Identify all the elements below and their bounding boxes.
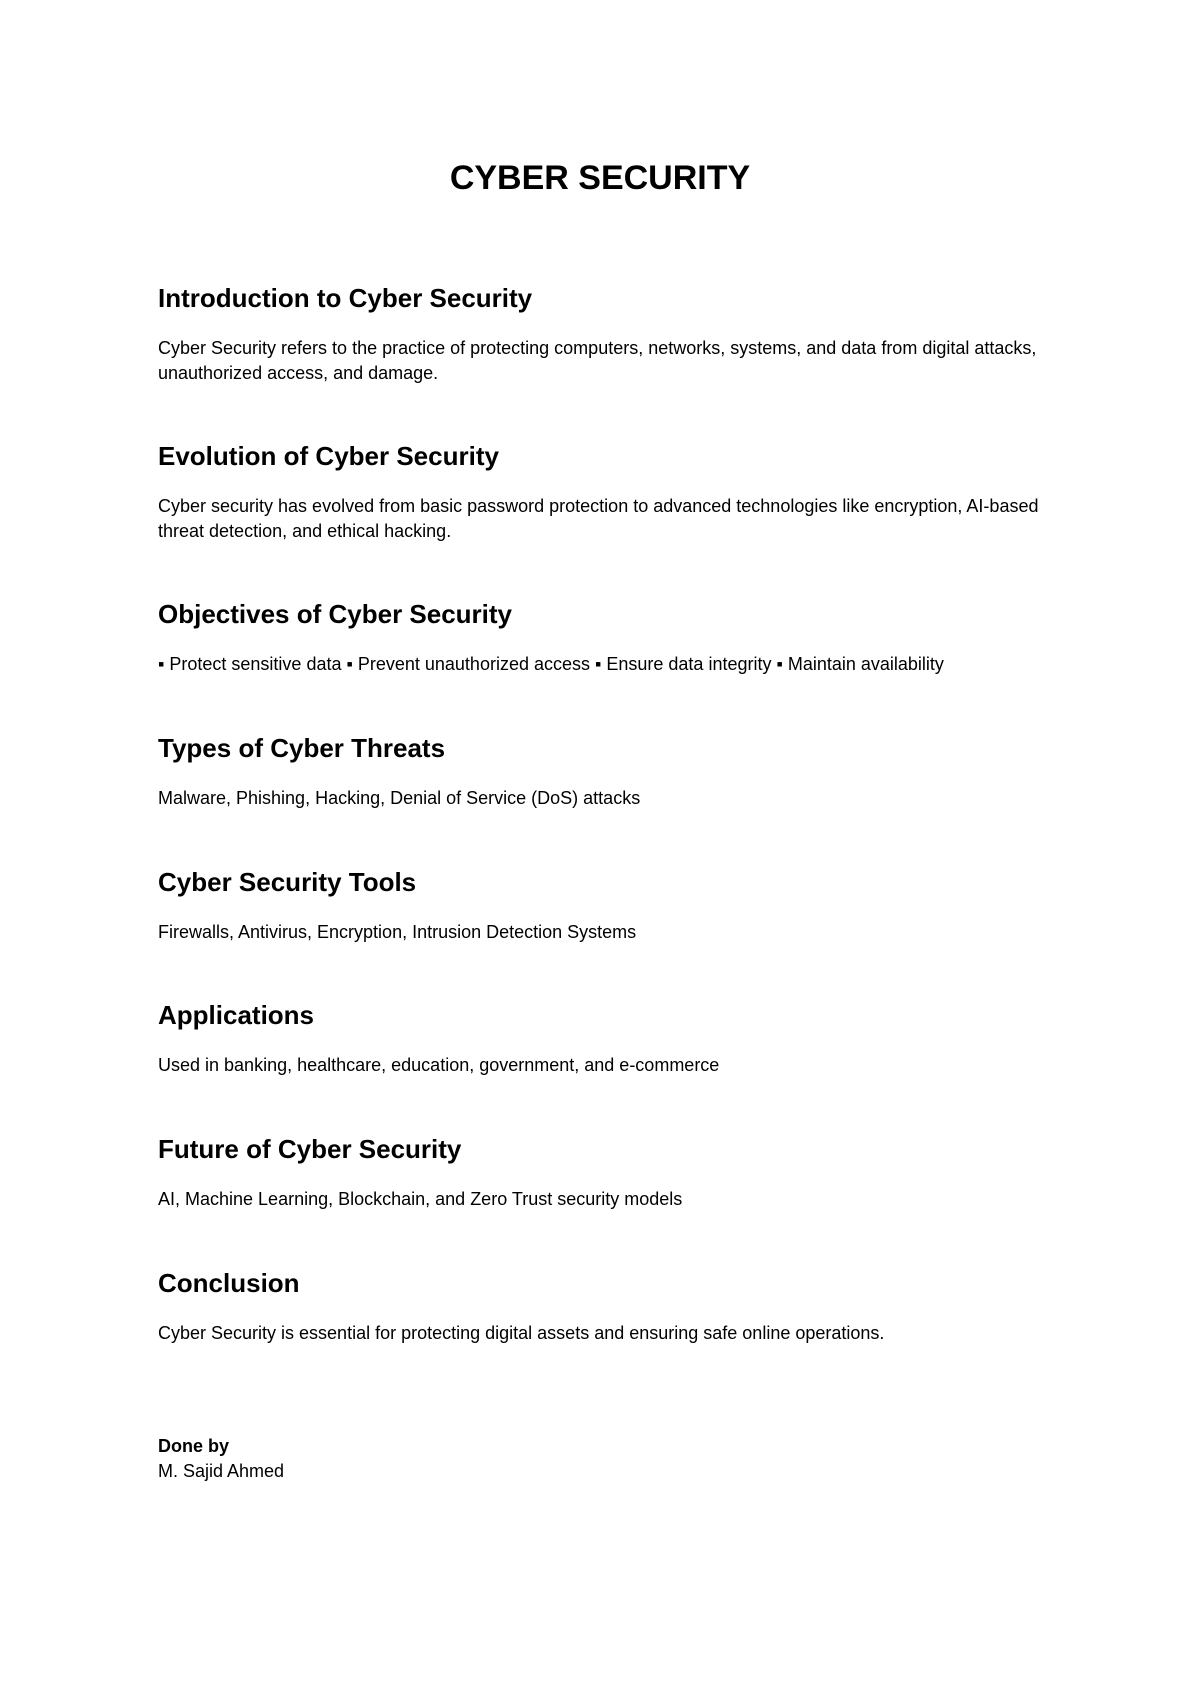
section-applications	[158, 999, 1058, 1078]
section-evolution	[158, 440, 1058, 544]
section-future	[158, 1133, 1058, 1212]
section-body: Cyber Security is essential for protecting digital assets and ensuring safe online operations.	[158, 1323, 885, 1343]
section-heading: Applications	[158, 1000, 315, 1030]
section-introduction	[158, 282, 1058, 386]
section-body: Firewalls, Antivirus, Encryption, Intrusion Detection Systems	[158, 922, 637, 942]
section-body: AI, Machine Learning, Blockchain, and Zero Trust security models	[158, 1189, 683, 1209]
author-name: M. Sajid Ahmed	[158, 1461, 285, 1481]
section-body: Used in banking, healthcare, education, government, and e-commerce	[158, 1055, 720, 1075]
section-heading: Types of Cyber Threats	[158, 733, 446, 763]
section-heading: Future of Cyber Security	[158, 1134, 462, 1164]
section-heading: Cyber Security Tools	[158, 867, 417, 897]
section-body: ▪ Protect sensitive data ▪ Prevent unauthorized access ▪ Ensure data integrity ▪ Maintain availability	[158, 654, 944, 674]
section-body: Malware, Phishing, Hacking, Denial of Service (DoS) attacks	[158, 788, 641, 808]
document-title: CYBER SECURITY	[449, 159, 751, 197]
section-threat-types	[158, 732, 1058, 811]
section-heading: Introduction to Cyber Security	[158, 283, 533, 313]
section-heading: Evolution of Cyber Security	[158, 441, 499, 471]
section-body: Cyber security has evolved from basic password protection to advanced technologies like encryption, AI-based threat detection, and ethical hacking.	[158, 496, 1039, 541]
section-conclusion	[158, 1267, 1058, 1346]
section-heading: Conclusion	[158, 1268, 300, 1298]
section-tools	[158, 866, 1058, 945]
section-heading: Objectives of Cyber Security	[158, 599, 513, 629]
section-body: Cyber Security refers to the practice of protecting computers, networks, systems, and data from digital attacks, unauthorized access, and damage.	[158, 338, 1037, 383]
section-objectives	[158, 598, 1058, 677]
signature-block	[158, 1434, 284, 1484]
signature-label: Done by	[158, 1436, 230, 1456]
